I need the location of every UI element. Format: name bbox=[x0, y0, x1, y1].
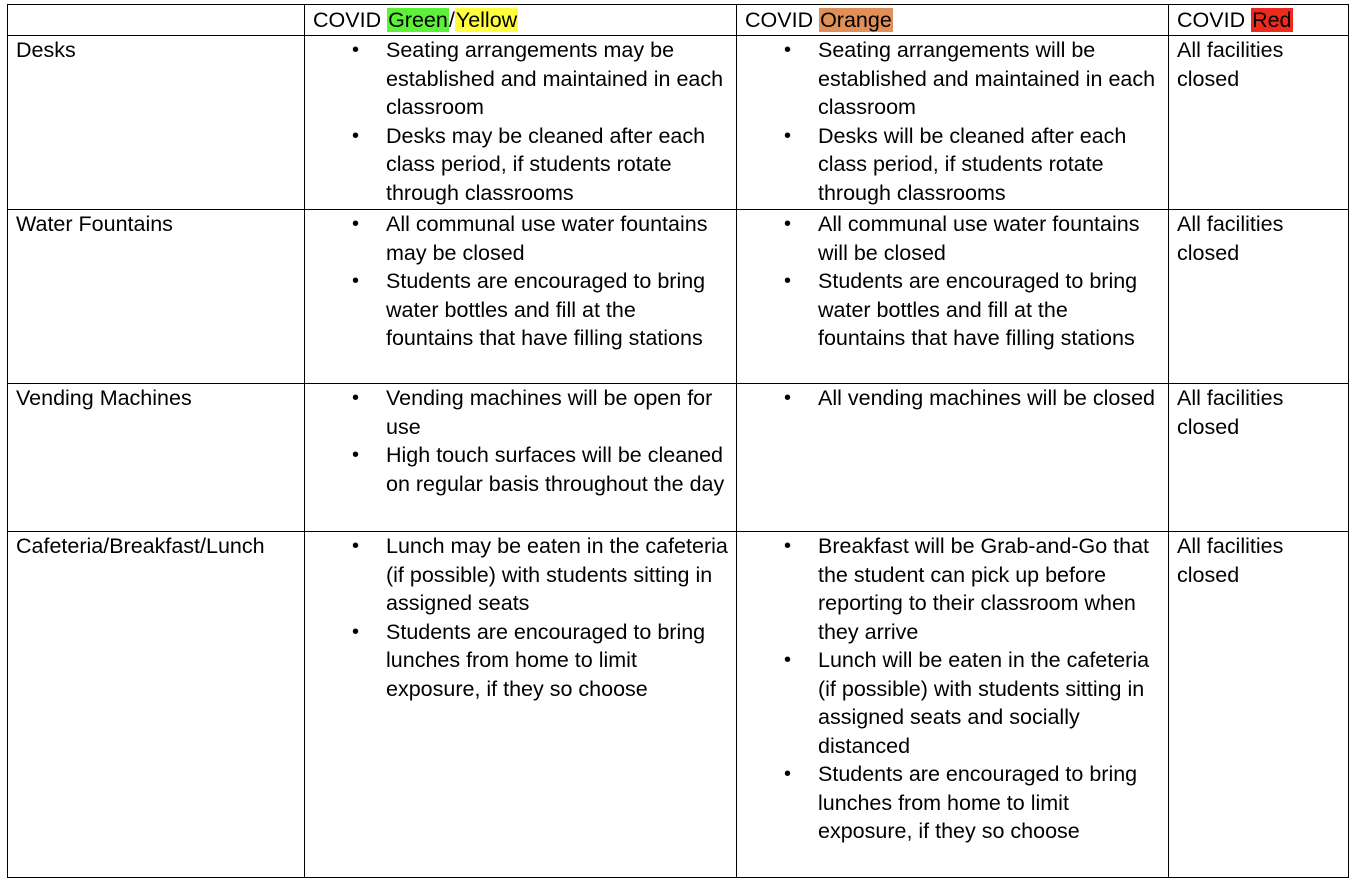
category-label: Vending Machines bbox=[16, 386, 192, 410]
green-highlight: Green bbox=[388, 8, 448, 32]
header-prefix: COVID bbox=[313, 8, 382, 32]
bullet-list bbox=[745, 36, 1160, 207]
bullet-item: • Lunch will be eaten in the cafeteria (if possible) with students sitting in assigned seats and socially distanced bbox=[745, 646, 1160, 760]
orange-highlight: Orange bbox=[820, 8, 892, 32]
bullet-item: • Students are encouraged to bring water bottles and fill at the fountains that have filling stations bbox=[745, 267, 1160, 353]
category-label: Water Fountains bbox=[16, 212, 173, 236]
bullet-item: • High touch surfaces will be cleaned on regular basis throughout the day bbox=[313, 441, 728, 498]
table-row bbox=[8, 36, 1349, 210]
bullet-item: • Students are encouraged to bring lunches from home to limit exposure, if they so choose bbox=[313, 618, 728, 704]
table-row bbox=[8, 384, 1349, 532]
bullet-item: • Students are encouraged to bring lunches from home to limit exposure, if they so choose bbox=[745, 760, 1160, 846]
bullet-item: • All communal use water fountains may be closed bbox=[313, 210, 728, 267]
green-yellow-cell bbox=[305, 384, 737, 532]
closed-status: All facilities closed bbox=[1177, 386, 1284, 439]
red-highlight: Red bbox=[1252, 8, 1292, 32]
bullet-item: • Vending machines will be open for use bbox=[313, 384, 728, 441]
header-prefix: COVID bbox=[745, 8, 814, 32]
bullet-list bbox=[313, 384, 728, 498]
closed-status: All facilities closed bbox=[1177, 212, 1284, 265]
red-cell bbox=[1169, 532, 1349, 878]
yellow-highlight: Yellow bbox=[455, 8, 518, 32]
bullet-list bbox=[745, 532, 1160, 846]
category-cell bbox=[8, 210, 305, 384]
bullet-item: • All communal use water fountains will be closed bbox=[745, 210, 1160, 267]
covid-facilities-table bbox=[7, 4, 1349, 878]
header-cell-orange bbox=[737, 5, 1169, 36]
bullet-item: • Desks will be cleaned after each class period, if students rotate through classrooms bbox=[745, 122, 1160, 208]
bullet-item: • Desks may be cleaned after each class period, if students rotate through classrooms bbox=[313, 122, 728, 208]
table-row bbox=[8, 532, 1349, 878]
category-cell bbox=[8, 532, 305, 878]
category-label: Desks bbox=[16, 38, 76, 62]
header-cell-green-yellow bbox=[305, 5, 737, 36]
bullet-item: • Seating arrangements will be established and maintained in each classroom bbox=[745, 36, 1160, 122]
bullet-list bbox=[745, 210, 1160, 353]
green-yellow-cell bbox=[305, 532, 737, 878]
header-slash: / bbox=[448, 8, 455, 32]
orange-cell bbox=[737, 36, 1169, 210]
header-row bbox=[8, 5, 1349, 36]
header-cell-empty bbox=[8, 5, 305, 36]
bullet-list bbox=[313, 210, 728, 353]
category-label: Cafeteria/Breakfast/Lunch bbox=[16, 534, 265, 558]
header-prefix: COVID bbox=[1177, 8, 1246, 32]
closed-status: All facilities closed bbox=[1177, 534, 1284, 587]
bullet-item: • Students are encouraged to bring water bottles and fill at the fountains that have filling stations bbox=[313, 267, 728, 353]
red-cell bbox=[1169, 210, 1349, 384]
orange-cell bbox=[737, 532, 1169, 878]
red-cell bbox=[1169, 384, 1349, 532]
closed-status: All facilities closed bbox=[1177, 38, 1284, 91]
red-cell bbox=[1169, 36, 1349, 210]
bullet-item: • Breakfast will be Grab-and-Go that the student can pick up before reporting to their classroom when they arrive bbox=[745, 532, 1160, 646]
orange-cell bbox=[737, 210, 1169, 384]
orange-cell bbox=[737, 384, 1169, 532]
category-cell bbox=[8, 384, 305, 532]
category-cell bbox=[8, 36, 305, 210]
bullet-item: • Lunch may be eaten in the cafeteria (if possible) with students sitting in assigned seats bbox=[313, 532, 728, 618]
bullet-item: • All vending machines will be closed bbox=[745, 384, 1160, 413]
bullet-list bbox=[313, 36, 728, 207]
table-body bbox=[8, 5, 1349, 878]
green-yellow-cell bbox=[305, 36, 737, 210]
table-row bbox=[8, 210, 1349, 384]
bullet-list bbox=[313, 532, 728, 703]
green-yellow-cell bbox=[305, 210, 737, 384]
bullet-list bbox=[745, 384, 1160, 413]
bullet-item: • Seating arrangements may be established and maintained in each classroom bbox=[313, 36, 728, 122]
header-cell-red bbox=[1169, 5, 1349, 36]
